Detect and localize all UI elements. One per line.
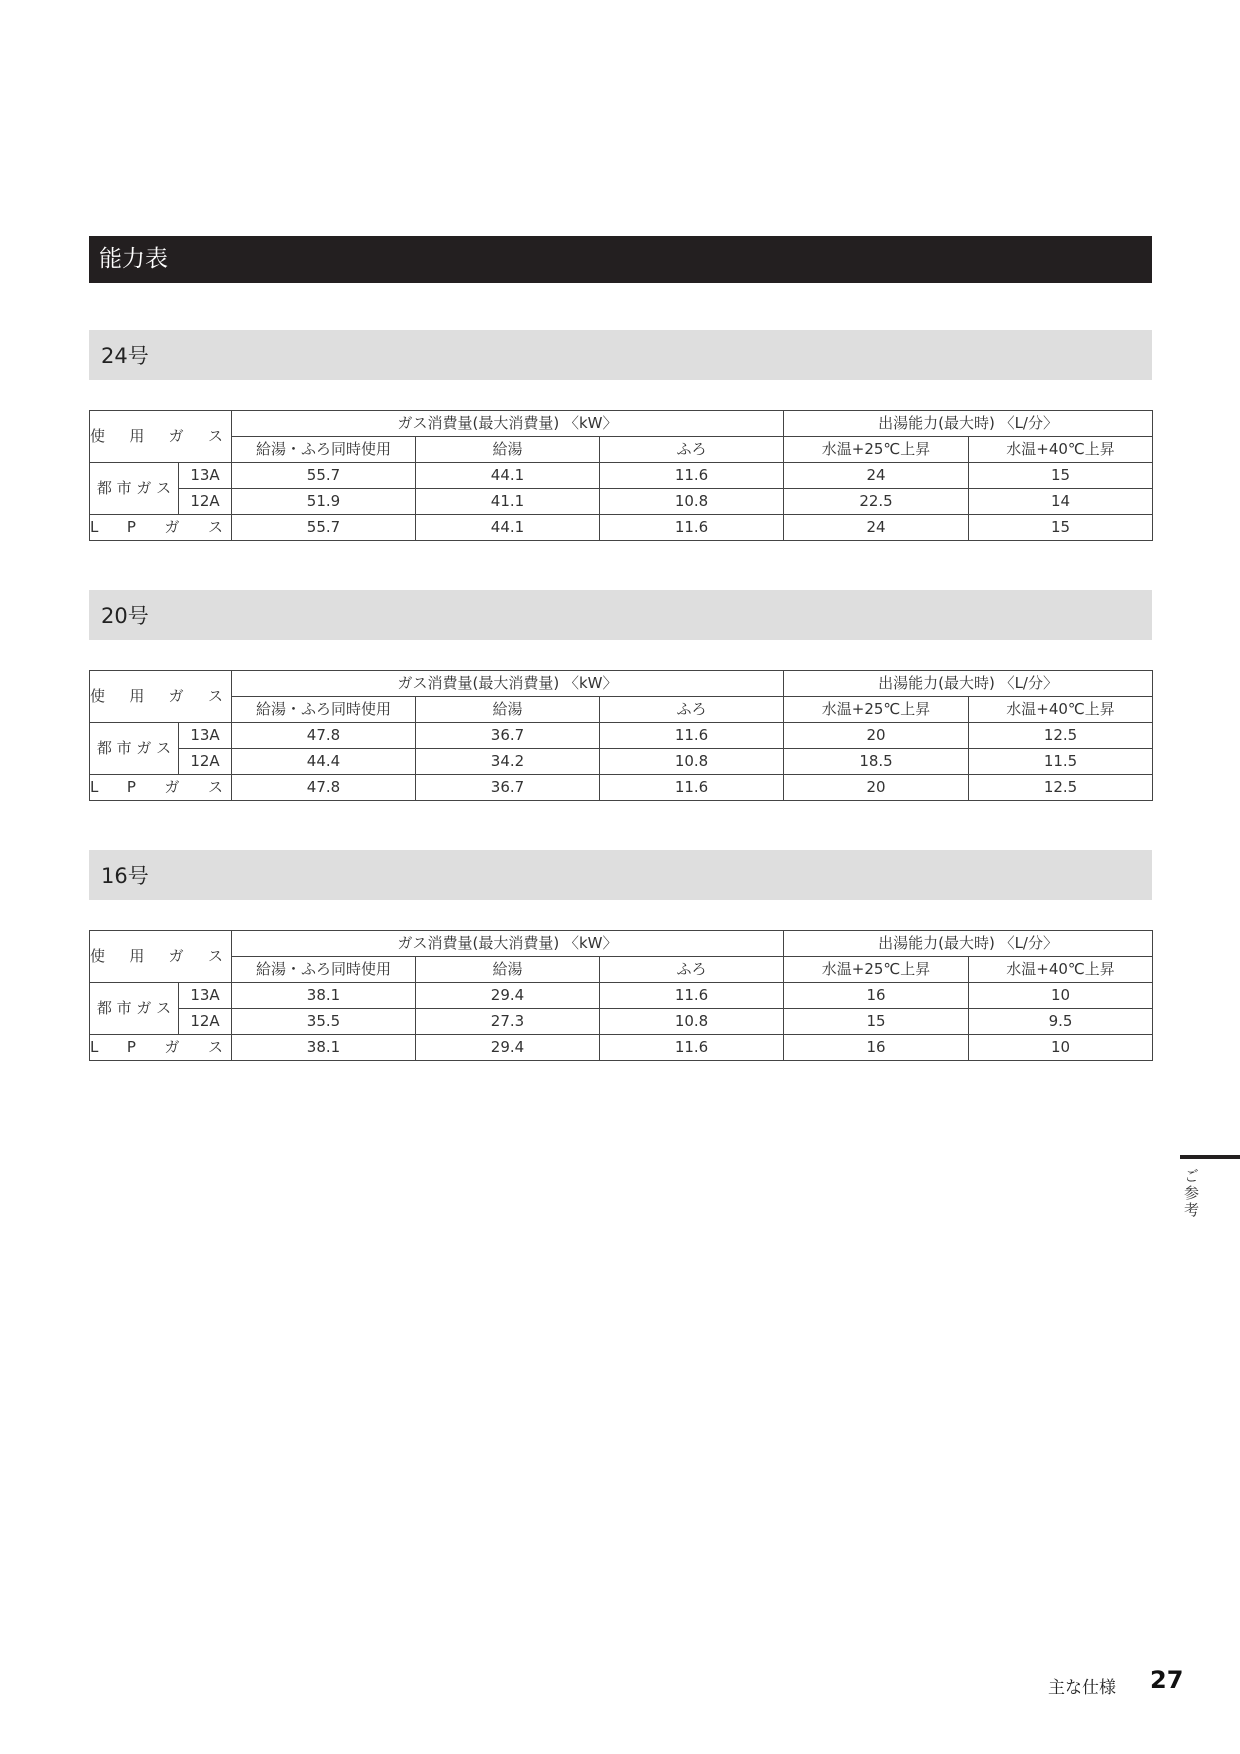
table-row <box>90 489 1153 515</box>
gas-consumption-header: ガス消費量(最大消費量) 〈kW〉 <box>232 931 784 957</box>
cell-plus40: 15 <box>969 463 1153 489</box>
col-header-plus25: 水温+25℃上昇 <box>784 957 969 983</box>
cell-plus25: 24 <box>784 463 969 489</box>
table-row <box>90 1009 1153 1035</box>
cell-simultaneous: 51.9 <box>232 489 416 515</box>
cell-furo: 11.6 <box>600 463 784 489</box>
capability-table <box>89 930 1153 1061</box>
cell-simultaneous: 55.7 <box>232 515 416 541</box>
cell-kyuto: 34.2 <box>416 749 600 775</box>
gas-type-label: 使 用 ガ ス <box>90 947 223 965</box>
col-header-simultaneous: 給湯・ふろ同時使用 <box>232 437 416 463</box>
cell-plus25: 22.5 <box>784 489 969 515</box>
col-header-simultaneous: 給湯・ふろ同時使用 <box>232 697 416 723</box>
lp-gas-label: L P ガ ス <box>90 1038 223 1056</box>
cell-simultaneous: 55.7 <box>232 463 416 489</box>
model-heading: 24号 <box>89 330 1152 380</box>
side-tab-divider <box>1180 1155 1240 1159</box>
lp-gas-cell <box>90 775 232 801</box>
col-header-kyuto: 給湯 <box>416 957 600 983</box>
col-header-plus25: 水温+25℃上昇 <box>784 697 969 723</box>
table-row <box>90 723 1153 749</box>
cell-simultaneous: 44.4 <box>232 749 416 775</box>
gas-consumption-header: ガス消費量(最大消費量) 〈kW〉 <box>232 671 784 697</box>
cell-furo: 11.6 <box>600 1035 784 1061</box>
table-row <box>90 1035 1153 1061</box>
cell-plus40: 12.5 <box>969 775 1153 801</box>
table-row <box>90 463 1153 489</box>
cell-plus40: 15 <box>969 515 1153 541</box>
lp-gas-label: L P ガ ス <box>90 778 223 796</box>
col-header-kyuto: 給湯 <box>416 697 600 723</box>
cell-furo: 10.8 <box>600 489 784 515</box>
gas-type-label: 使 用 ガ ス <box>90 427 223 445</box>
cell-furo: 10.8 <box>600 749 784 775</box>
cell-plus40: 10 <box>969 1035 1153 1061</box>
col-header-kyuto: 給湯 <box>416 437 600 463</box>
capability-table <box>89 670 1153 801</box>
cell-plus25: 24 <box>784 515 969 541</box>
cell-simultaneous: 47.8 <box>232 723 416 749</box>
gas-subtype-13a: 13A <box>179 983 232 1009</box>
cell-furo: 11.6 <box>600 775 784 801</box>
hot-water-capacity-header: 出湯能力(最大時) 〈L/分〉 <box>784 671 1153 697</box>
cell-plus25: 16 <box>784 1035 969 1061</box>
col-header-furo: ふろ <box>600 437 784 463</box>
capability-table <box>89 410 1153 541</box>
col-header-furo: ふろ <box>600 957 784 983</box>
cell-plus40: 10 <box>969 983 1153 1009</box>
cell-furo: 11.6 <box>600 723 784 749</box>
city-gas-label: 都 市 ガ ス <box>90 463 179 515</box>
cell-plus25: 18.5 <box>784 749 969 775</box>
cell-plus40: 12.5 <box>969 723 1153 749</box>
gas-subtype-12a: 12A <box>179 1009 232 1035</box>
col-header-plus40: 水温+40℃上昇 <box>969 437 1153 463</box>
model-heading: 20号 <box>89 590 1152 640</box>
gas-subtype-12a: 12A <box>179 749 232 775</box>
cell-kyuto: 27.3 <box>416 1009 600 1035</box>
col-header-simultaneous: 給湯・ふろ同時使用 <box>232 957 416 983</box>
cell-plus40: 11.5 <box>969 749 1153 775</box>
lp-gas-label: L P ガ ス <box>90 518 223 536</box>
cell-kyuto: 29.4 <box>416 983 600 1009</box>
gas-consumption-header: ガス消費量(最大消費量) 〈kW〉 <box>232 411 784 437</box>
city-gas-label: 都 市 ガ ス <box>90 983 179 1035</box>
col-header-plus40: 水温+40℃上昇 <box>969 697 1153 723</box>
cell-kyuto: 44.1 <box>416 515 600 541</box>
side-tab-reference: ご参考 <box>1182 1168 1200 1219</box>
col-header-furo: ふろ <box>600 697 784 723</box>
cell-simultaneous: 35.5 <box>232 1009 416 1035</box>
cell-kyuto: 36.7 <box>416 775 600 801</box>
cell-furo: 10.8 <box>600 1009 784 1035</box>
lp-gas-cell <box>90 1035 232 1061</box>
table-row <box>90 749 1153 775</box>
lp-gas-cell <box>90 515 232 541</box>
col-header-plus25: 水温+25℃上昇 <box>784 437 969 463</box>
page-number: 27 <box>1150 1666 1184 1694</box>
col-header-plus40: 水温+40℃上昇 <box>969 957 1153 983</box>
footer-section-label: 主な仕様 <box>1048 1678 1116 1698</box>
city-gas-label: 都 市 ガ ス <box>90 723 179 775</box>
table-row <box>90 515 1153 541</box>
cell-plus40: 14 <box>969 489 1153 515</box>
gas-type-header <box>90 411 232 463</box>
gas-type-label: 使 用 ガ ス <box>90 687 223 705</box>
hot-water-capacity-header: 出湯能力(最大時) 〈L/分〉 <box>784 931 1153 957</box>
gas-subtype-13a: 13A <box>179 463 232 489</box>
gas-subtype-12a: 12A <box>179 489 232 515</box>
table-row <box>90 775 1153 801</box>
cell-simultaneous: 38.1 <box>232 983 416 1009</box>
gas-type-header <box>90 671 232 723</box>
cell-kyuto: 41.1 <box>416 489 600 515</box>
cell-plus25: 20 <box>784 723 969 749</box>
table-row <box>90 983 1153 1009</box>
cell-furo: 11.6 <box>600 983 784 1009</box>
cell-plus40: 9.5 <box>969 1009 1153 1035</box>
cell-kyuto: 36.7 <box>416 723 600 749</box>
cell-plus25: 16 <box>784 983 969 1009</box>
cell-furo: 11.6 <box>600 515 784 541</box>
section-title: 能力表 <box>89 236 1152 283</box>
cell-kyuto: 29.4 <box>416 1035 600 1061</box>
gas-subtype-13a: 13A <box>179 723 232 749</box>
cell-plus25: 20 <box>784 775 969 801</box>
cell-plus25: 15 <box>784 1009 969 1035</box>
cell-simultaneous: 38.1 <box>232 1035 416 1061</box>
cell-kyuto: 44.1 <box>416 463 600 489</box>
hot-water-capacity-header: 出湯能力(最大時) 〈L/分〉 <box>784 411 1153 437</box>
model-heading: 16号 <box>89 850 1152 900</box>
gas-type-header <box>90 931 232 983</box>
cell-simultaneous: 47.8 <box>232 775 416 801</box>
